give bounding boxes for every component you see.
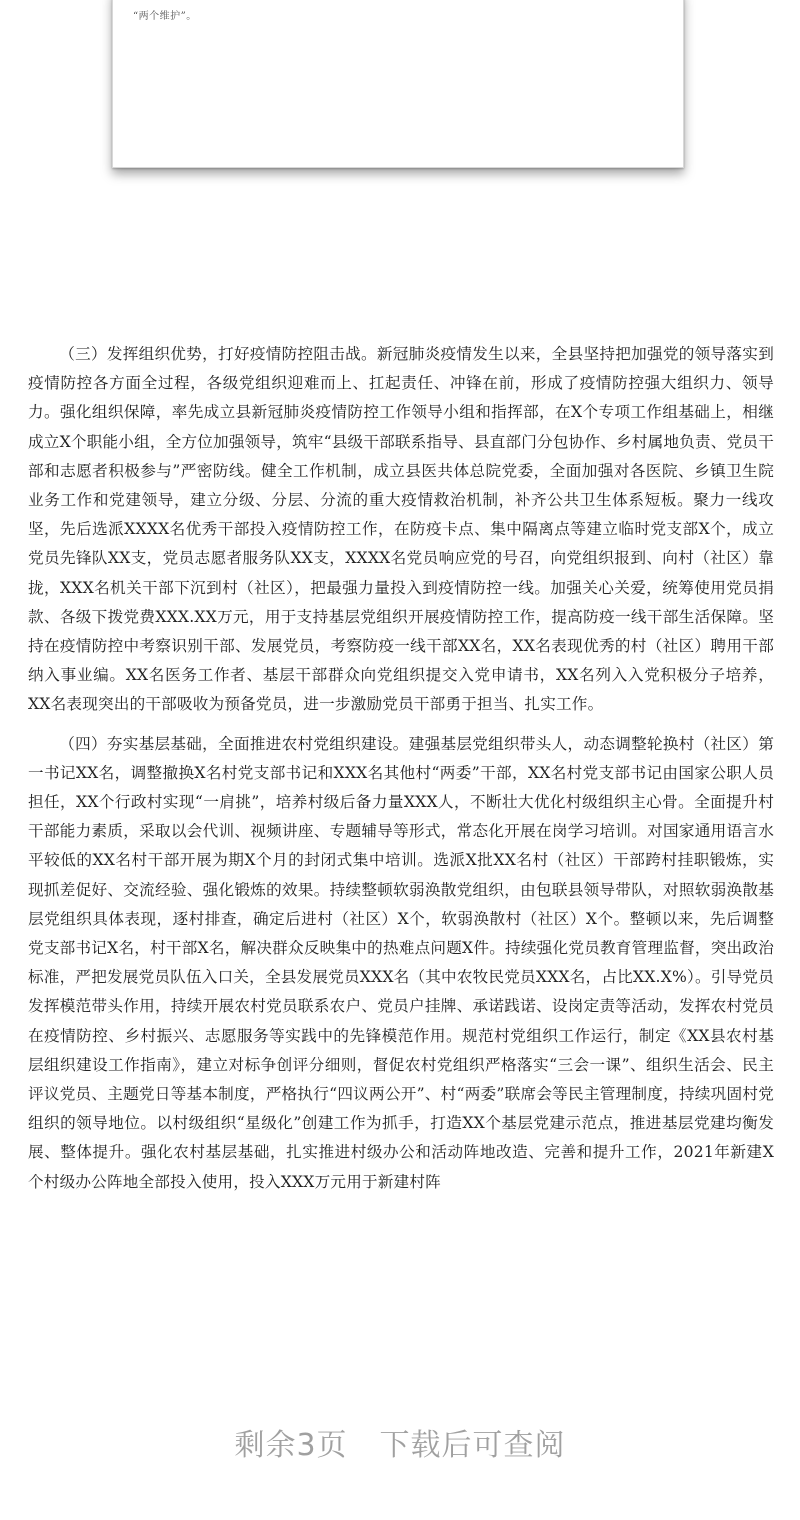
remaining-pages-text: 剩余3页 [234, 1428, 348, 1463]
paragraph-section-three: （三）发挥组织优势，打好疫情防控阻击战。新冠肺炎疫情发生以来，全县坚持把加强党的领导落实到疫情防控各方面全过程，各级党组织迎难而上、扛起责任、冲锋在前，形成了疫情防控强大组织力、领导力。强化组织保障，率先成立县新冠肺炎疫情防控工作领导小组和指挥部，在X个专项工作组基础上，相继成立X个职能小组，全方位加强领导，筑牢“县级干部联系指导、县直部门分包协作、乡村属地负责、党员干部和志愿者积极参与”严密防线。健全工作机制，成立县医共体总院党委，全面加强对各医院、乡镇卫生院业务工作和党建领导，建立分级、分层、分流的重大疫情救治机制，补齐公共卫生体系短板。聚力一线攻坚，先后选派XXXX名优秀干部投入疫情防控工作，在防疫卡点、集中隔离点等建立临时党支部X个，成立党员先锋队XX支，党员志愿者服务队XX支，XXXX名党员响应党的号召，向党组织报到、向村（社区）靠拢，XXX名机关干部下沉到村（社区），把最强力量投入到疫情防控一线。加强关心关爱，统筹使用党员捐款、各级下拨党费XXX.XX万元，用于支持基层党组织开展疫情防控工作，提高防疫一线干部生活保障。坚持在疫情防控中考察识别干部、发展党员，考察防疫一线干部XX名，XX名表现优秀的村（社区）聘用干部纳入事业编。XX名医务工作者、基层干部群众向党组织提交入党申请书，XX名列入入党积极分子培养，XX名表现突出的干部吸收为预备党员，进一步激励党员干部勇于担当、扎实工作。 [28, 345, 774, 714]
previous-page-tail-text: “两个维护”。 [133, 11, 197, 22]
download-hint-text: 下载后可查阅 [379, 1428, 566, 1463]
paragraph-section-four: （四）夯实基层基础，全面推进农村党组织建设。建强基层党组织带头人，动态调整轮换村（社区）第一书记XX名，调整撤换X名村党支部书记和XXX名其他村“两委”干部，XX名村党支部书记由国家公职人员担任，XX个行政村实现“一肩挑”，培养村级后备力量XXX人，不断壮大优化村级组织主心骨。全面提升村干部能力素质，采取以会代训、视频讲座、专题辅导等形式，常态化开展在岗学习培训。对国家通用语言水平较低的XX名村干部开展为期X个月的封闭式集中培训。选派X批XX名村（社区）干部跨村挂职锻炼，实现抓差促好、交流经验、强化锻炼的效果。持续整顿软弱涣散党组织，由包联县领导带队，对照软弱涣散基层党组织具体表现，逐村排查，确定后进村（社区）X个，软弱涣散村（社区）X个。整顿以来，先后调整党支部书记X名，村干部X名，解决群众反映集中的热难点问题X件。持续强化党员教育管理监督，突出政治标准，严把发展党员队伍入口关，全县发展党员XXX名（其中农牧民党员XXX名，占比XX.X%）。引导党员发挥模范带头作用，持续开展农村党员联系农户、党员户挂牌、承诺践诺、设岗定责等活动，发挥农村党员在疫情防控、乡村振兴、志愿服务等实践中的先锋模范作用。规范村党组织工作运行，制定《XX县农村基层组织建设工作指南》，建立对标争创评分细则，督促农村党组织严格落实“三会一课”、组织生活会、民主评议党员、主题党日等基本制度，严格执行“四议两公开”、村“两委”联席会等民主管理制度，持续巩固村党组织的领导地位。以村级组织“星级化”创建工作为抓手，打造XX个基层党建示范点，推进基层党建均衡发展、整体提升。强化农村基层基础，扎实推进村级办公和活动阵地改造、完善和提升工作，2021年新建X个村级办公阵地全部投入使用，投入XXX万元用于新建村阵 [28, 734, 774, 1191]
previous-page-card [112, 0, 684, 168]
download-banner[interactable] [0, 1420, 800, 1464]
document-body [28, 340, 774, 1207]
